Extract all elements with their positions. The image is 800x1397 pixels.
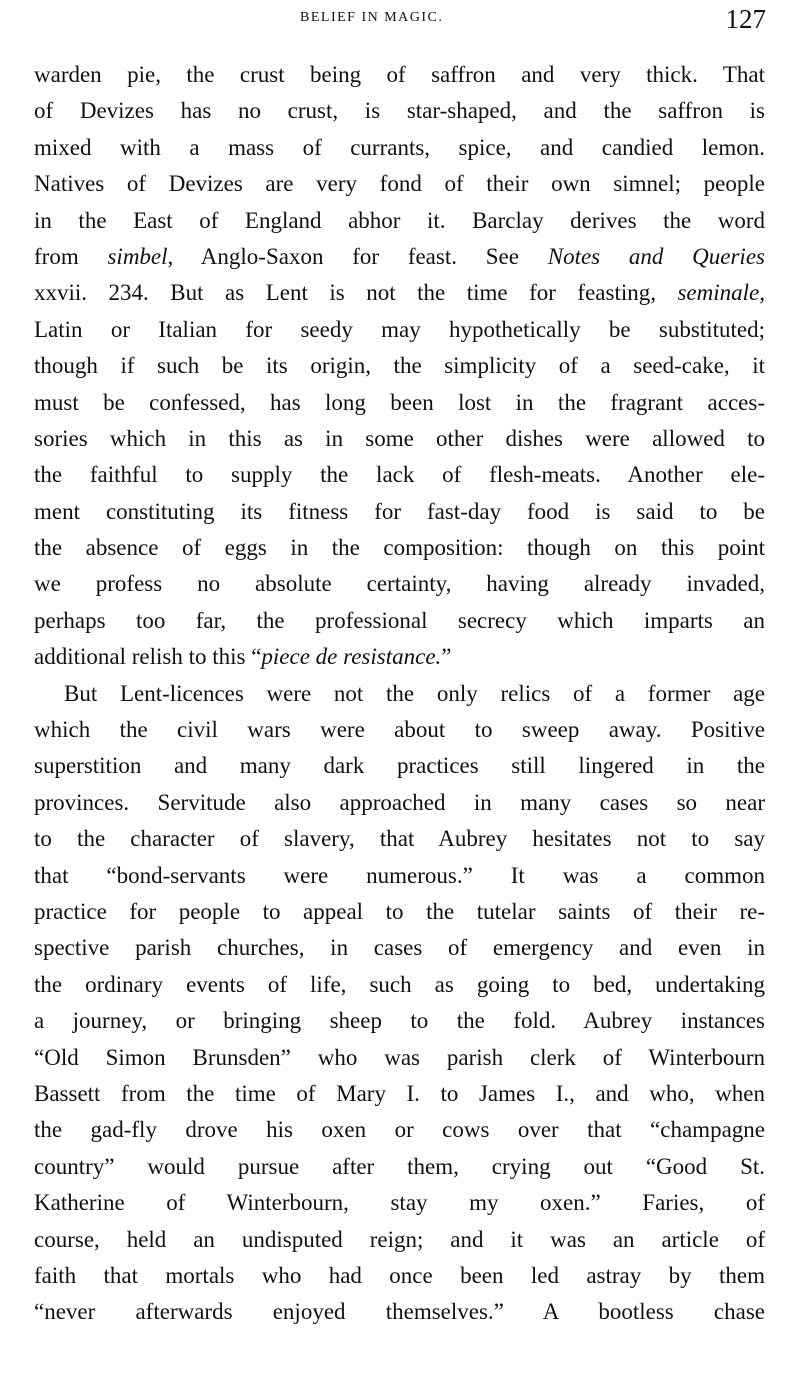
text-segment: course, held an undisputed reign; and it was an article of [34, 1226, 765, 1252]
text-segment: ” [441, 644, 452, 670]
text-line [34, 785, 765, 821]
text-line [34, 1185, 765, 1221]
text-segment: country” would pursue after them, crying out “Good St. [34, 1153, 765, 1179]
text-line [34, 712, 765, 748]
text-segment: from [34, 243, 108, 269]
text-line [34, 894, 765, 930]
text-line [34, 1294, 765, 1330]
text-line [34, 166, 765, 202]
text-line [34, 930, 765, 966]
text-segment: in the East of England abhor it. Barclay derives the word [34, 207, 765, 233]
text-line [34, 603, 765, 639]
text-segment: perhaps too far, the professional secrecy which imparts an [34, 607, 765, 633]
text-segment: “Old Simon Brunsden” who was parish clerk of Winterbourn [34, 1044, 765, 1070]
text-line [34, 1040, 765, 1076]
text-line [34, 821, 765, 857]
text-segment: a journey, or bringing sheep to the fold. Aubrey instances [34, 1008, 765, 1034]
body-text [34, 57, 765, 1331]
text-segment: though if such be its origin, the simplicity of a seed-cake, it [34, 353, 765, 379]
text-line [34, 1258, 765, 1294]
text-segment: Katherine of Winterbourn, stay my oxen.” Faries, of [34, 1190, 765, 1216]
italic-text: simbel [107, 243, 168, 269]
text-segment: faith that mortals who had once been led astray by them [34, 1262, 765, 1288]
italic-text: piece de resistance. [261, 644, 442, 670]
text-segment: additional relish to this “ [34, 644, 262, 670]
text-segment: warden pie, the crust being of saffron and very thick. That [34, 62, 765, 87]
text-line [34, 748, 765, 784]
text-line [34, 530, 765, 566]
text-segment: the faithful to supply the lack of flesh-meats. Another ele- [34, 462, 765, 488]
page-number: 127 [725, 4, 766, 34]
text-line [34, 348, 765, 384]
text-segment: “never afterwards enjoyed themselves.” A bootless chase [34, 1299, 765, 1325]
text-segment: we profess no absolute certainty, having already invaded, [34, 571, 765, 597]
text-segment: to the character of slavery, that Aubrey hesitates not to say [34, 826, 765, 852]
text-line [34, 457, 765, 493]
text-line [34, 312, 765, 348]
running-head [0, 6, 800, 36]
text-line [34, 1003, 765, 1039]
text-line [34, 1149, 765, 1185]
text-segment: Latin or Italian for seedy may hypothetically be substituted; [34, 316, 765, 342]
text-segment: superstition and many dark practices still lingered in the [34, 753, 765, 779]
text-segment: , Anglo-Saxon for feast. See [167, 243, 548, 269]
running-head-title: BELIEF IN MAGIC. [300, 10, 444, 25]
text-line [34, 1112, 765, 1148]
text-segment: But Lent-licences were not the only relics of a former age [64, 680, 765, 706]
text-line [34, 57, 765, 93]
text-segment: the ordinary events of life, such as going to bed, undertaking [34, 971, 765, 997]
text-line [34, 967, 765, 1003]
text-segment: ment constituting its fitness for fast-day food is said to be [34, 498, 765, 524]
text-line [34, 1222, 765, 1258]
text-line [34, 639, 765, 675]
text-line [34, 275, 765, 311]
text-segment: of Devizes has no crust, is star-shaped, and the saffron is [34, 98, 765, 124]
text-segment: which the civil wars were about to sweep away. Positive [34, 717, 765, 743]
text-line [34, 93, 765, 129]
text-line [34, 858, 765, 894]
text-line [34, 676, 765, 712]
text-line [34, 239, 765, 275]
paragraph [34, 57, 765, 676]
text-segment: must be confessed, has long been lost in the fragrant acces- [34, 389, 765, 415]
text-line [34, 203, 765, 239]
text-segment: mixed with a mass of currants, spice, and candied lemon. [34, 134, 765, 160]
text-segment: that “bond-servants were numerous.” It was a common [34, 862, 765, 888]
text-segment: Bassett from the time of Mary I. to James I., and who, when [34, 1080, 765, 1106]
text-segment: spective parish churches, in cases of emergency and even in [34, 935, 765, 961]
italic-text: Notes and Queries [547, 243, 765, 269]
text-segment: the absence of eggs in the composition: though on this point [34, 535, 765, 561]
text-segment: the gad-fly drove his oxen or cows over that “champagne [34, 1117, 765, 1143]
paragraph [34, 676, 765, 1331]
text-line [34, 566, 765, 602]
text-line [34, 130, 765, 166]
text-line [34, 1076, 765, 1112]
text-segment: practice for people to appeal to the tutelar saints of their re- [34, 898, 765, 924]
text-segment: Natives of Devizes are very fond of their own simnel; people [34, 171, 765, 197]
text-line [34, 385, 765, 421]
text-segment: sories which in this as in some other dishes were allowed to [34, 425, 765, 451]
italic-text: seminale, [677, 280, 765, 306]
text-segment: provinces. Servitude also approached in many cases so near [34, 789, 765, 815]
text-line [34, 494, 765, 530]
text-segment: xxvii. 234. But as Lent is not the time for feasting, [34, 280, 678, 306]
text-line [34, 421, 765, 457]
